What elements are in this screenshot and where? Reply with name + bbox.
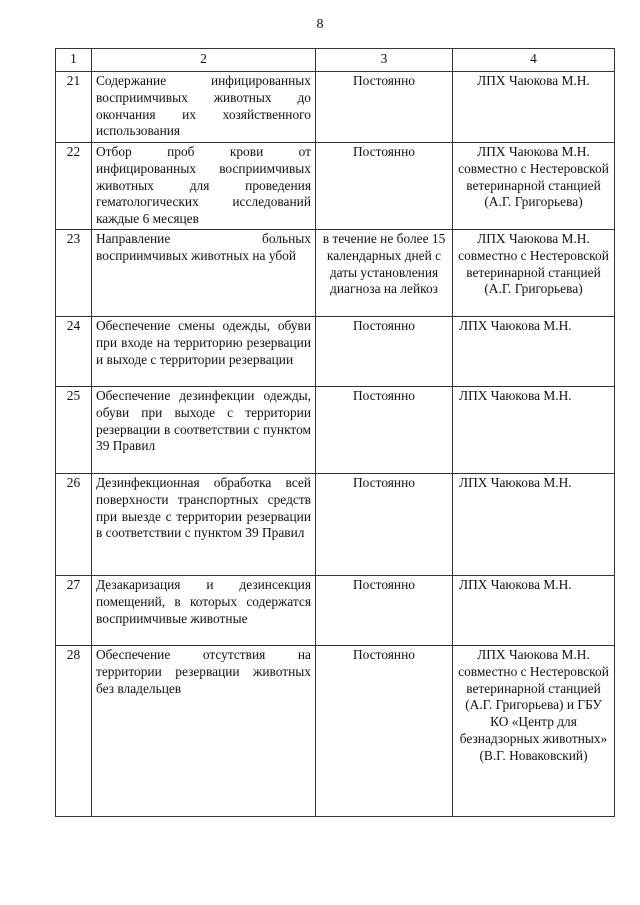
row-action: Обеспечение дезинфекции одежды, обуви при выходе с территории резервации в соответствии с пунктом 39 Правил (92, 387, 316, 474)
column-header-action: 2 (92, 49, 316, 72)
row-action: Отбор проб крови от инфицированных восприимчивых животных для проведения гематологических исследований каждые 6 месяцев (92, 143, 316, 230)
row-number: 26 (56, 474, 92, 576)
row-action: Дезинфекционная обработка всей поверхности транспортных средств при выезде с территории резервации в соответствии с пунктом 39 Правил (92, 474, 316, 576)
row-term: Постоянно (316, 646, 453, 817)
measures-table (55, 48, 615, 817)
table-row (56, 143, 615, 230)
row-responsible: ЛПХ Чаюкова М.Н. (453, 72, 615, 143)
row-number: 25 (56, 387, 92, 474)
row-term: Постоянно (316, 317, 453, 387)
row-number: 28 (56, 646, 92, 817)
row-action: Обеспечение отсутствия на территории резервации животных без владельцев (92, 646, 316, 817)
row-term: в течение не более 15 календарных дней с даты установления диагноза на лейкоз (316, 230, 453, 317)
row-action: Дезакаризация и дезинсекция помещений, в которых содержатся восприимчивые животные (92, 576, 316, 646)
row-action: Содержание инфицированных восприимчивых животных до окончания их хозяйственного использования (92, 72, 316, 143)
row-responsible: ЛПХ Чаюкова М.Н. (453, 576, 615, 646)
row-responsible: ЛПХ Чаюкова М.Н. (453, 317, 615, 387)
row-responsible: ЛПХ Чаюкова М.Н. совместно с Нестеровской ветеринарной станцией (А.Г. Григорьева) (453, 143, 615, 230)
row-action: Направление больных восприимчивых животных на убой (92, 230, 316, 317)
page-number: 8 (316, 17, 324, 32)
row-action: Обеспечение смены одежды, обуви при входе на территорию резервации и выходе с территории резервации (92, 317, 316, 387)
row-term: Постоянно (316, 576, 453, 646)
row-number: 22 (56, 143, 92, 230)
table-row (56, 387, 615, 474)
row-responsible: ЛПХ Чаюкова М.Н. (453, 474, 615, 576)
row-responsible: ЛПХ Чаюкова М.Н. (453, 387, 615, 474)
column-header-number: 1 (56, 49, 92, 72)
table-header-row (56, 49, 615, 72)
row-responsible: ЛПХ Чаюкова М.Н. совместно с Нестеровской ветеринарной станцией (А.Г. Григорьева) и ГБУ КО «Центр для безнадзорных животных» (В.Г. Новаковский) (453, 646, 615, 817)
row-number: 27 (56, 576, 92, 646)
table-row (56, 646, 615, 817)
table-row (56, 576, 615, 646)
row-term: Постоянно (316, 474, 453, 576)
row-number: 23 (56, 230, 92, 317)
table-row (56, 317, 615, 387)
table-row (56, 474, 615, 576)
row-term: Постоянно (316, 143, 453, 230)
column-header-term: 3 (316, 49, 453, 72)
table-row (56, 230, 615, 317)
row-term: Постоянно (316, 72, 453, 143)
column-header-responsible: 4 (453, 49, 615, 72)
row-number: 21 (56, 72, 92, 143)
table-row (56, 72, 615, 143)
row-responsible: ЛПХ Чаюкова М.Н. совместно с Нестеровской ветеринарной станцией (А.Г. Григорьева) (453, 230, 615, 317)
row-term: Постоянно (316, 387, 453, 474)
row-number: 24 (56, 317, 92, 387)
